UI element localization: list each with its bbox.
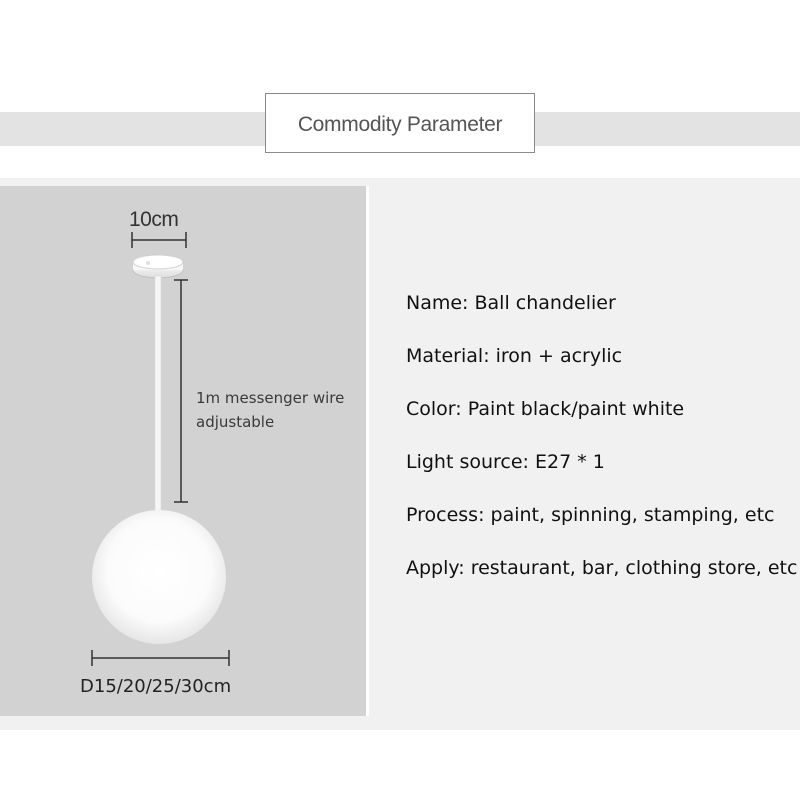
section-title: Commodity Parameter	[297, 113, 503, 136]
ceiling-canopy	[133, 255, 183, 278]
globe-dimension-line	[92, 650, 229, 666]
wire-note-line2: adjustable	[196, 413, 275, 431]
spec-apply: Apply: restaurant, bar, clothing store, etc	[406, 557, 798, 579]
wire-note-line1: 1m messenger wire	[196, 389, 345, 407]
spec-list	[406, 292, 797, 610]
globe-dimension-label: D15/20/25/30cm	[80, 676, 232, 697]
spec-light-source: Light source: E27 * 1	[406, 451, 605, 473]
wire-length-dimension-line	[174, 280, 188, 502]
spec-material: Material: iron + acrylic	[406, 345, 623, 367]
canopy-dimension-label: 10cm	[129, 208, 179, 231]
glass-globe	[92, 510, 226, 644]
wire-note	[196, 386, 344, 434]
spec-process: Process: paint, spinning, stamping, etc	[406, 504, 775, 526]
spec-color: Color: Paint black/paint white	[406, 398, 685, 420]
canopy-dimension-line	[132, 232, 186, 248]
suspension-rod	[155, 276, 161, 512]
spec-name: Name: Ball chandelier	[406, 292, 616, 314]
